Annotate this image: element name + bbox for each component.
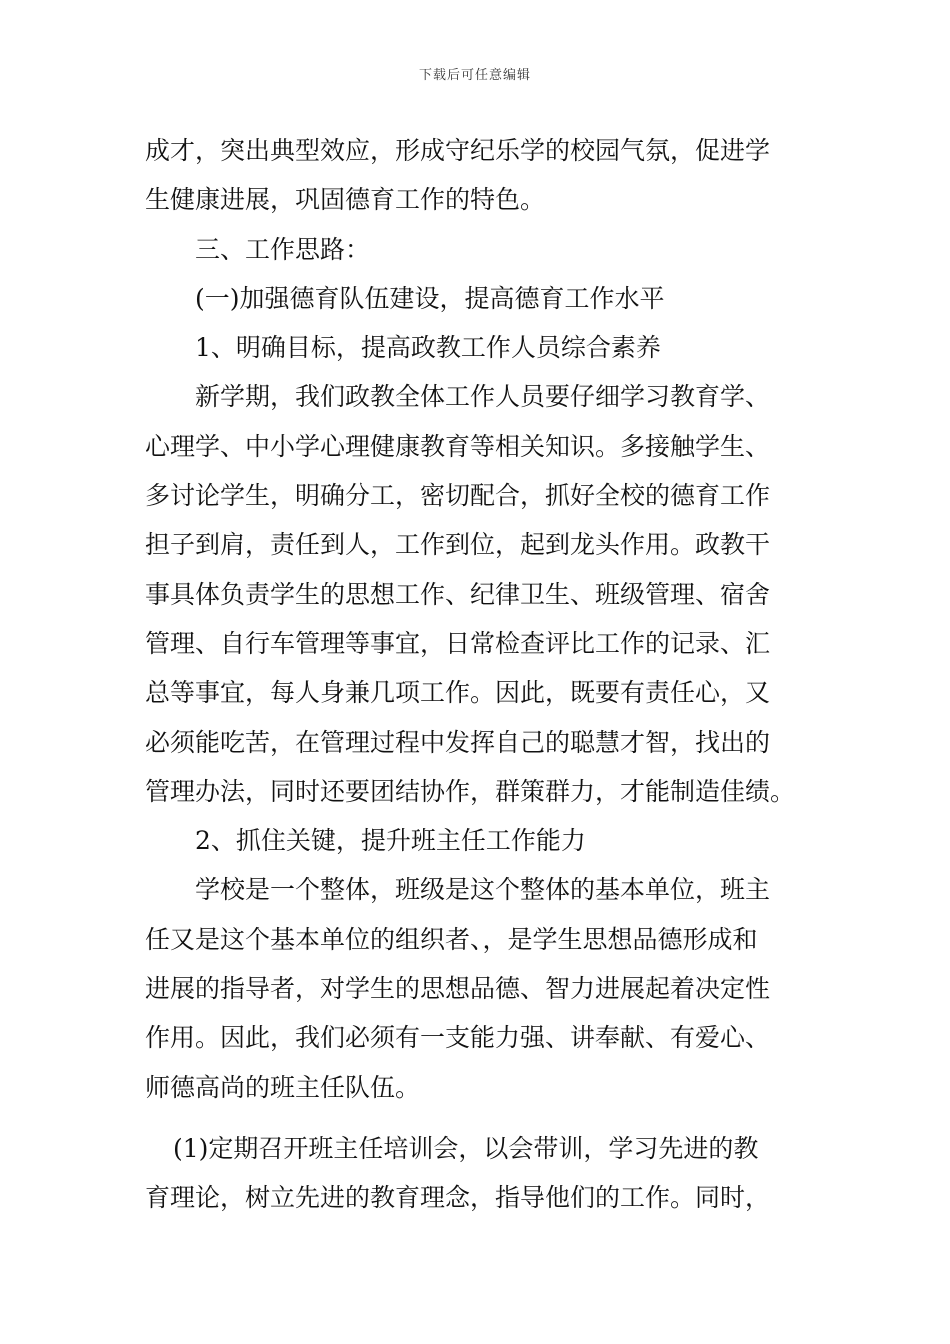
text-line: 管理、自行车管理等事宜，日常检查评比工作的记录、汇 <box>145 628 771 658</box>
header-note: 下载后可任意编辑 <box>418 68 531 83</box>
text-line: 学校是一个整体，班级是这个整体的基本单位，班主 <box>195 875 771 905</box>
item-heading: 1、明确目标，提高政教工作人员综合素养 <box>195 333 661 363</box>
text-line: 师德高尚的班主任队伍。 <box>145 1072 421 1102</box>
text-line: 管理办法，同时还要团结协作，群策群力，才能制造佳绩。 <box>145 776 796 806</box>
section-heading: 三、工作思路： <box>195 234 371 264</box>
text-line: 总等事宜，每人身兼几项工作。因此，既要有责任心，又 <box>145 678 771 708</box>
text-line: 担子到肩，责任到人，工作到位，起到龙头作用。政教干 <box>145 530 771 560</box>
text-line: 作用。因此，我们必须有一支能力强、讲奉献、有爱心、 <box>145 1023 771 1053</box>
text-line: 必须能吃苦，在管理过程中发挥自己的聪慧才智，找出的 <box>145 727 771 757</box>
text-line: 进展的指导者，对学生的思想品德、智力进展起着决定性 <box>145 974 771 1004</box>
text-line: 成才，突出典型效应，形成守纪乐学的校园气氛，促进学 <box>145 136 771 165</box>
text-line: 多讨论学生，明确分工，密切配合，抓好全校的德育工作 <box>145 481 771 511</box>
document-body <box>145 126 815 1223</box>
text-line: 新学期，我们政教全体工作人员要仔细学习教育学、 <box>195 382 771 412</box>
text-line: (1)定期召开班主任培训会，以会带训，学习先进的教 <box>173 1133 759 1163</box>
text-line: 任又是这个基本单位的组织者、，是学生思想品德形成和 <box>145 924 758 954</box>
item-heading: 2、抓住关键，提升班主任工作能力 <box>195 826 586 856</box>
text-line: 育理论，树立先进的教育理念，指导他们的工作。同时， <box>145 1183 771 1213</box>
text-line: 心理学、中小学心理健康教育等相关知识。多接触学生、 <box>145 431 771 461</box>
text-line: 事具体负责学生的思想工作、纪律卫生、班级管理、宿舍 <box>145 579 771 609</box>
text-line: 生健康进展，巩固德育工作的特色。 <box>145 185 546 215</box>
subsection-heading: (一)加强德育队伍建设，提高德育工作水平 <box>195 283 665 313</box>
